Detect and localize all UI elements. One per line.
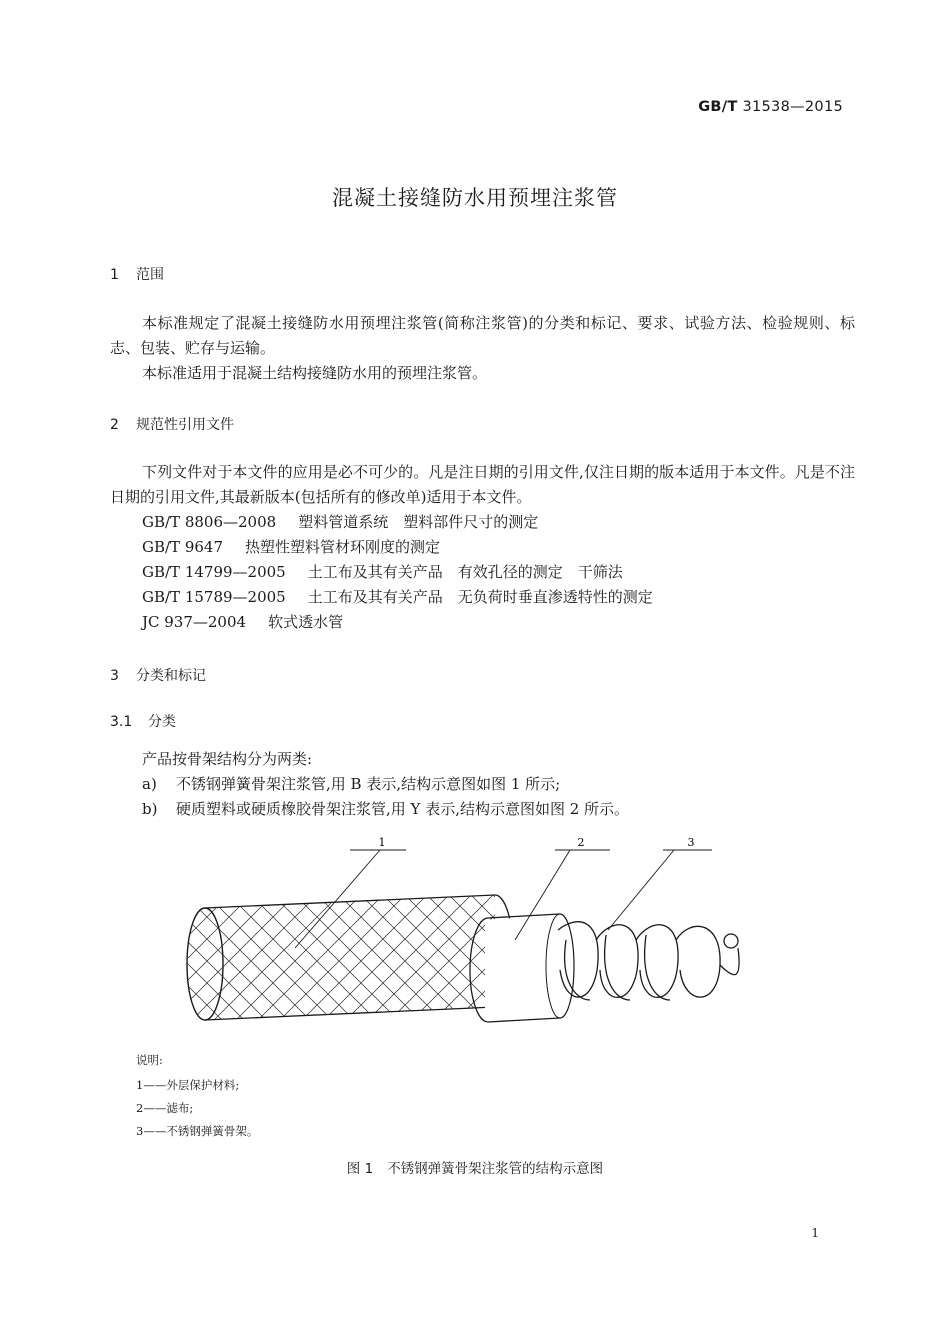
reference-item: JC 937—2004 软式透水管 — [142, 613, 344, 631]
section-3-1-heading: 3.1 分类 — [110, 714, 176, 730]
section-2-body — [110, 460, 855, 510]
filter-cloth-layer — [470, 914, 574, 1026]
section-2-heading: 2 规范性引用文件 — [110, 417, 234, 433]
section-1-heading: 1 范围 — [110, 267, 164, 283]
legend-item: 3——不锈钢弹簧骨架。 — [136, 1124, 259, 1138]
injection-hose-structure-figure — [0, 830, 950, 1030]
list-item: a) 不锈钢弹簧骨架注浆管,用 B 表示,结构示意图如图 1 所示; — [142, 775, 561, 793]
legend-item: 1——外层保护材料; — [136, 1078, 240, 1092]
callout-label-1: 1 — [378, 836, 386, 849]
outer-protective-layer — [0, 830, 776, 1030]
reference-item: GB/T 8806—2008 塑料管道系统 塑料部件尺寸的测定 — [142, 513, 539, 531]
scope-paragraph-1: 本标准规定了混凝土接缝防水用预埋注浆管(简称注浆管)的分类和标记、要求、试验方法、检验规则、标志、包装、贮存与运输。 — [110, 314, 855, 357]
legend-title: 说明: — [136, 1053, 163, 1067]
document-title: 混凝土接缝防水用预埋注浆管 — [332, 186, 618, 210]
list-item: b) 硬质塑料或硬质橡胶骨架注浆管,用 Y 表示,结构示意图如图 2 所示。 — [142, 800, 630, 818]
normative-references-intro: 下列文件对于本文件的应用是必不可少的。凡是注日期的引用文件,仅注日期的版本适用于本文件。凡是不注日期的引用文件,其最新版本(包括所有的修改单)适用于本文件。 — [110, 463, 855, 506]
standard-number — [698, 99, 843, 115]
spring-skeleton — [558, 922, 739, 1000]
page-number: 1 — [811, 1226, 819, 1240]
callout-1 — [295, 836, 406, 948]
reference-item: GB/T 15789—2005 土工布及其有关产品 无负荷时垂直渗透特性的测定 — [142, 588, 653, 606]
standard-code: 31538—2015 — [742, 99, 843, 115]
section-3-heading: 3 分类和标记 — [110, 668, 206, 684]
callout-label-2: 2 — [577, 836, 585, 849]
reference-item: GB/T 14799—2005 土工布及其有关产品 有效孔径的测定 干筛法 — [142, 563, 623, 581]
classification-intro: 产品按骨架结构分为两类: — [142, 750, 313, 768]
reference-item: GB/T 9647 热塑性塑料管材环刚度的测定 — [142, 538, 441, 556]
standard-prefix: GB/T — [698, 99, 738, 115]
legend-item: 2——滤布; — [136, 1101, 194, 1115]
section-1-body — [110, 311, 855, 386]
braid-mesh — [0, 830, 776, 1030]
callout-label-3: 3 — [687, 836, 695, 849]
callout-3 — [608, 836, 712, 930]
figure-caption: 图 1 不锈钢弹簧骨架注浆管的结构示意图 — [346, 1161, 604, 1177]
scope-paragraph-2: 本标准适用于混凝土结构接缝防水用的预埋注浆管。 — [142, 364, 488, 382]
